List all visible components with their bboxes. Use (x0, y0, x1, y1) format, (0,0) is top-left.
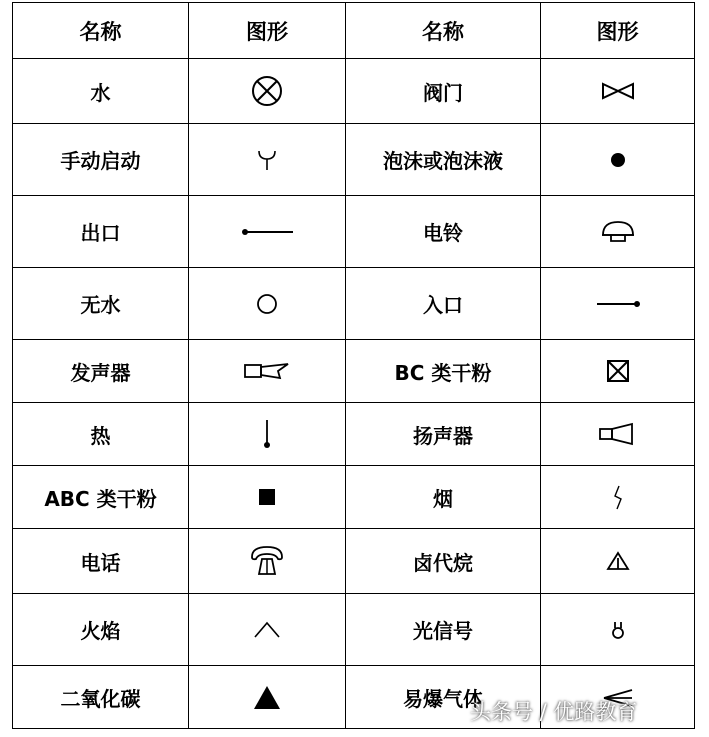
symbol-cell (189, 268, 346, 340)
y-fork-icon (252, 145, 282, 175)
table-row (13, 124, 695, 196)
fire-symbol-table (12, 2, 695, 729)
symbol-cell (541, 59, 695, 124)
symbol-cell (541, 340, 695, 403)
open-circle-icon (252, 289, 282, 319)
symbol-name: 热 (13, 403, 189, 466)
symbol-name: ABC 类干粉 (13, 466, 189, 529)
symbol-cell (541, 403, 695, 466)
symbol-name: 发声器 (13, 340, 189, 403)
symbol-cell (189, 59, 346, 124)
header-symbol-1: 图形 (189, 3, 346, 59)
symbol-name: 卤代烷 (346, 529, 541, 594)
symbol-cell (541, 594, 695, 666)
light-signal-icon (608, 616, 628, 644)
table-row (13, 340, 695, 403)
symbol-name: 入口 (346, 268, 541, 340)
bowtie-valve-icon (598, 76, 638, 106)
symbol-name: 烟 (346, 466, 541, 529)
symbol-name: 扬声器 (346, 403, 541, 466)
table-row (13, 403, 695, 466)
line-dot-left-icon (237, 222, 297, 242)
table-row (13, 529, 695, 594)
symbol-cell (541, 268, 695, 340)
table-row (13, 466, 695, 529)
telephone-icon (247, 543, 287, 579)
symbol-name: 电话 (13, 529, 189, 594)
header-name-2: 名称 (346, 3, 541, 59)
symbol-name: 出口 (13, 196, 189, 268)
symbol-cell (189, 666, 346, 729)
header-name-1: 名称 (13, 3, 189, 59)
square-x-icon (603, 356, 633, 386)
symbol-name: 电铃 (346, 196, 541, 268)
symbol-name: 二氧化碳 (13, 666, 189, 729)
table-row (13, 196, 695, 268)
line-dot-right-icon (593, 294, 643, 314)
filled-triangle-icon (251, 682, 283, 712)
symbol-cell (189, 403, 346, 466)
symbol-cell (189, 196, 346, 268)
symbol-cell (541, 529, 695, 594)
symbol-cell (541, 466, 695, 529)
header-row (13, 3, 695, 59)
filled-square-icon (255, 485, 279, 509)
thermometer-icon (257, 417, 277, 451)
symbol-cell (189, 466, 346, 529)
symbol-cell (541, 196, 695, 268)
symbol-cell (189, 340, 346, 403)
symbol-name: 火焰 (13, 594, 189, 666)
symbol-name: 水 (13, 59, 189, 124)
bell-icon (598, 217, 638, 247)
triangle-line-icon (603, 548, 633, 574)
symbol-cell (189, 124, 346, 196)
table-row (13, 59, 695, 124)
symbol-name: 无水 (13, 268, 189, 340)
watermark: 头条号 / 优路教育 (470, 700, 638, 724)
symbol-name: 手动启动 (13, 124, 189, 196)
symbol-name: 光信号 (346, 594, 541, 666)
symbol-cell (541, 124, 695, 196)
symbol-name: 泡沫或泡沫液 (346, 124, 541, 196)
circle-x-icon (247, 71, 287, 111)
speaker-icon (596, 421, 640, 447)
symbol-name: 阀门 (346, 59, 541, 124)
table-row (13, 268, 695, 340)
symbol-name: BC 类干粉 (346, 340, 541, 403)
smoke-icon (608, 482, 628, 512)
symbol-cell (189, 529, 346, 594)
header-symbol-2: 图形 (541, 3, 695, 59)
symbol-cell (189, 594, 346, 666)
symbol-name: 易爆气体 (346, 666, 541, 729)
filled-dot-icon (603, 145, 633, 175)
sounder-icon (242, 359, 292, 383)
caret-icon (250, 617, 284, 643)
table-row (13, 594, 695, 666)
